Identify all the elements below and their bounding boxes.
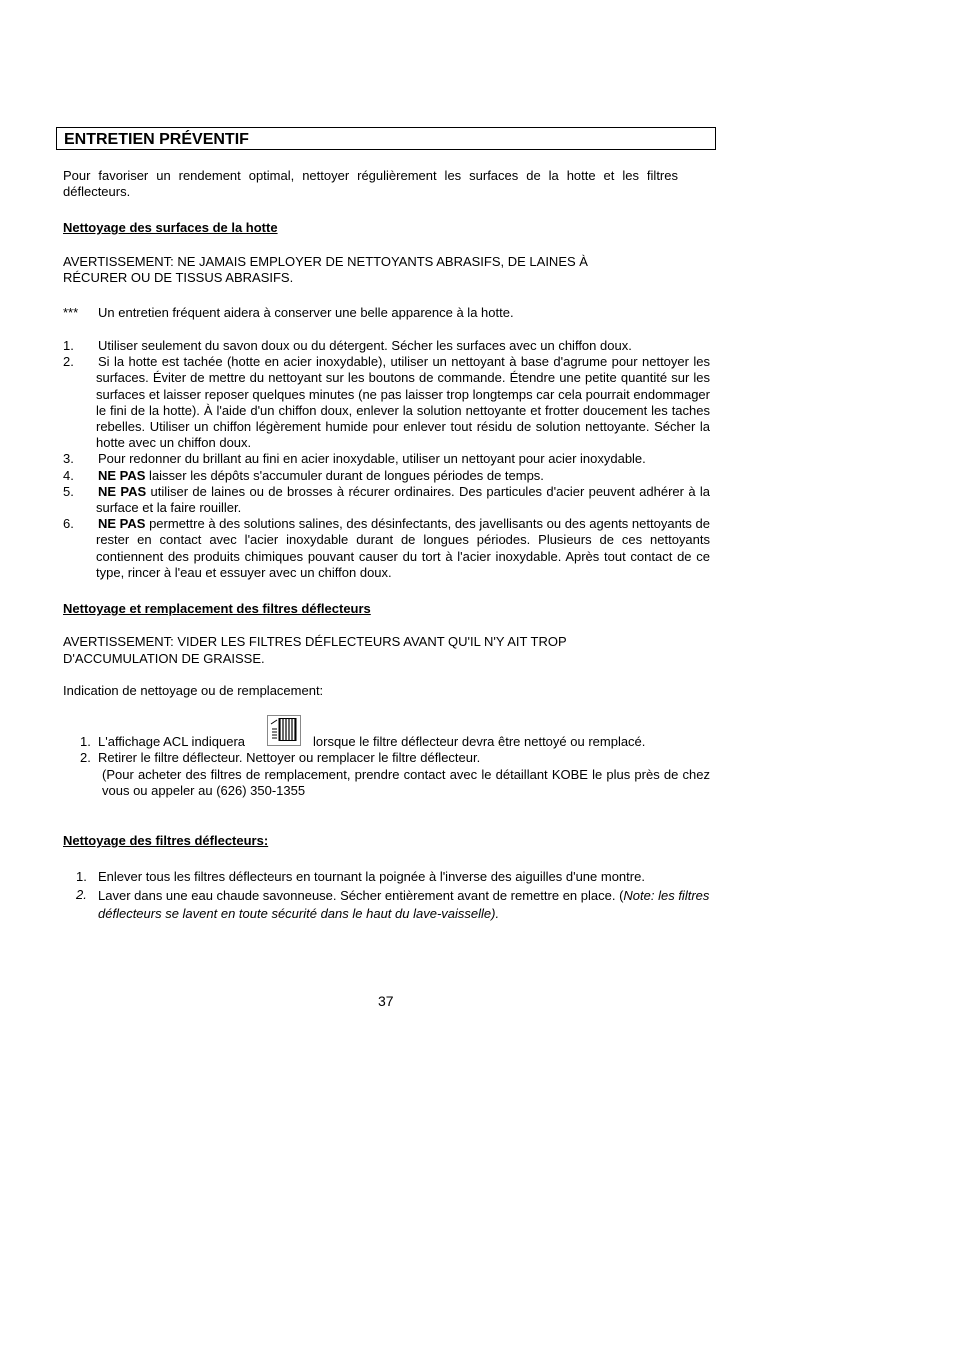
list-item-number: 5. [63,484,74,499]
list-item-number: 3. [63,451,74,466]
heading-filters-cleaning: Nettoyage des filtres déflecteurs: [63,833,269,848]
warning-surfaces-line2: RÉCURER OU DE TISSUS ABRASIFS. [63,270,294,285]
list-item-text [96,484,710,517]
page-title: ENTRETIEN PRÉVENTIF [64,131,249,148]
list-item-text-after-icon: lorsque le filtre déflecteur devra être nettoyé ou remplacé. [313,734,646,749]
page-number: 37 [378,993,394,1009]
warning-surfaces-line1: AVERTISSEMENT: NE JAMAIS EMPLOYER DE NETTOYANTS ABRASIFS, DE LAINES À [63,254,588,269]
list-item-text-before-icon: L'affichage ACL indiquera [98,734,246,749]
list-item-number: 2. [76,887,87,902]
list-item-text [98,887,710,923]
list-item-number: 1. [76,869,87,884]
list-item-text: Enlever tous les filtres déflecteurs en tournant la poignée à l'inverse des aiguilles d'une montre. [98,869,645,884]
warning-filters-line1: AVERTISSEMENT: VIDER LES FILTRES DÉFLECTEURS AVANT QU'IL N'Y AIT TROP [63,634,567,649]
list-item-text [96,516,710,581]
heading-surfaces: Nettoyage des surfaces de la hotte [63,220,278,235]
indication-label: Indication de nettoyage ou de remplacement: [63,683,324,698]
list-item-number: 4. [63,468,74,483]
replacement-note: (Pour acheter des filtres de remplacement, prendre contact avec le détaillant KOBE le plus près de chez vous ou appeler au (626) 350-1355 [102,767,710,799]
list-item-number: 1. [80,734,91,749]
list-item-number: 1. [63,338,74,353]
list-item-text: Utiliser seulement du savon doux ou du détergent. Sécher les surfaces avec un chiffon doux. [98,338,632,353]
filter-indicator-icon [267,715,301,746]
list-item-text: Pour redonner du brillant au fini en acier inoxydable, utiliser un nettoyant pour acier inoxydable. [98,451,646,466]
intro-paragraph: Pour favoriser un rendement optimal, nettoyer régulièrement les surfaces de la hotte et les filtres déflecteurs. [63,168,678,200]
emphasis-ne-pas: NE PAS [98,484,147,499]
list-item-text: Retirer le filtre déflecteur. Nettoyer ou remplacer le filtre déflecteur. [98,750,481,765]
note-marker: *** [63,305,79,320]
list-item-rest: laisser les dépôts s'accumuler durant de longues périodes de temps. [145,468,544,483]
list-item-number: 2. [63,354,74,369]
list-item-number: 6. [63,516,74,531]
list-item-text [98,468,544,484]
emphasis-ne-pas: NE PAS [98,468,146,483]
heading-filters-replacement: Nettoyage et remplacement des filtres déflecteurs [63,601,371,616]
warning-filters-line2: D'ACCUMULATION DE GRAISSE. [63,651,265,666]
note-text: Un entretien fréquent aidera à conserver une belle apparence à la hotte. [98,305,514,320]
emphasis-ne-pas: NE PAS [98,516,146,531]
dishwasher-note: Note: les filtres déflecteurs se lavent en toute sécurité dans le haut du lave-vaisselle). [98,888,710,921]
list-item-rest: permettre à des solutions salines, des désinfectants, des javellisants ou des agents nettoyants de rester en contact avec l'acier inoxydable durant de longues périodes. Plusieurs de ces nettoyants contiennent des produits chimiques pouvant causer du tort à l'acier inoxydable. Après tout contact de ce type, rincer à l'eau et essuyer avec un chiffon doux. [96,516,711,580]
list-item-rest: utiliser de laines ou de brosses à récurer ordinaires. Des particules d'acier peuvent adhérer à la surface et la faire rouiller. [96,484,710,516]
list-item-main: Laver dans une eau chaude savonneuse. Sécher entièrement avant de remettre en place. ( [98,888,624,903]
section-title-box [56,127,716,150]
list-item-number: 2. [80,750,91,765]
list-item-text: Si la hotte est tachée (hotte en acier inoxydable), utiliser un nettoyant à base d'agrume pour nettoyer les surfaces. Éviter de mettre du nettoyant sur les boutons de commande. Étendre une petite quantité sur les surfaces et laisser reposer quelques minutes (ne pas laisser trop longtemps car cela pourrait endommager le fini de la hotte). À l'aide d'un chiffon doux, enlever la solution nettoyante et frotter doucement les taches rebelles. Utiliser un chiffon légèrement humide pour enlever tout résidu de solution nettoyante. Sécher la hotte avec un chiffon doux. [96,354,710,451]
